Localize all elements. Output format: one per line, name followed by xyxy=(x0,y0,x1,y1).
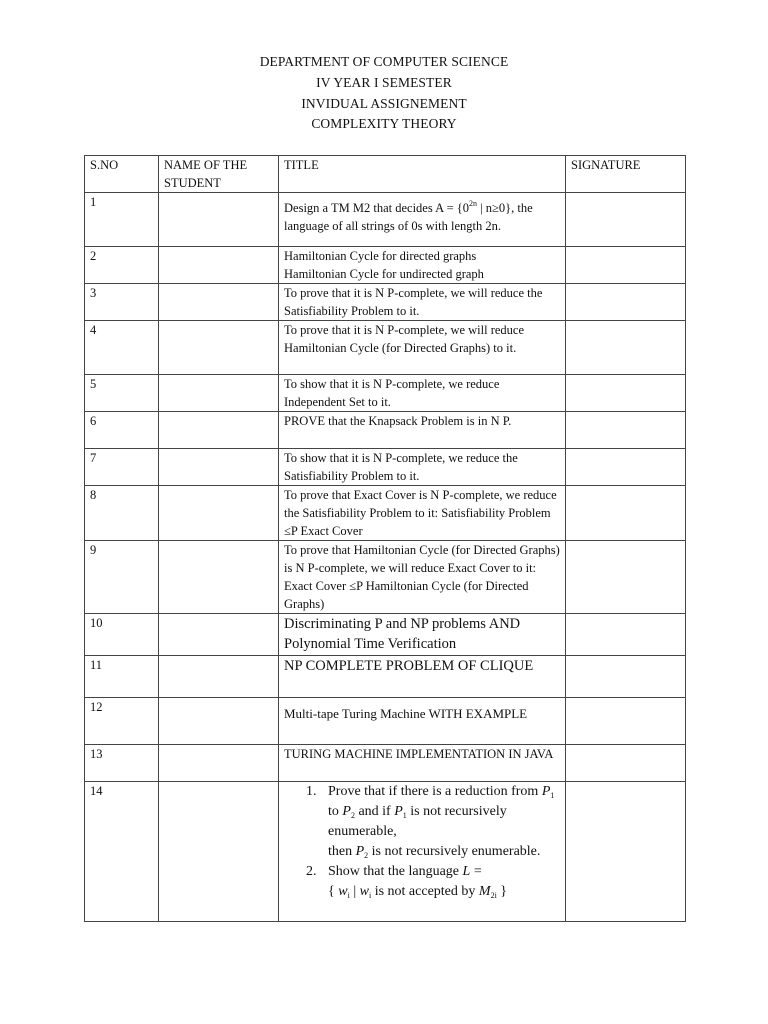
student-name-cell[interactable] xyxy=(159,656,279,698)
student-name-cell[interactable] xyxy=(159,449,279,486)
table-row xyxy=(85,321,686,375)
question-list xyxy=(284,782,561,902)
signature-cell[interactable] xyxy=(566,412,686,449)
row-sno: 1 xyxy=(85,193,159,247)
list-item: 1. Prove that if there is a reduction from $P_1$ to $P_2$ and if $P_1$ is not recursively enumerable, then $P_2$ is not recursively enumerable. xyxy=(306,784,555,860)
row-sno: 11 xyxy=(85,656,159,698)
row-title: NP COMPLETE PROBLEM OF CLIQUE xyxy=(279,656,566,698)
year-semester: IV YEAR I SEMESTER xyxy=(316,74,452,90)
signature-cell[interactable] xyxy=(566,745,686,782)
row-sno: 13 xyxy=(85,745,159,782)
row-title: Hamiltonian Cycle for directed graphs Hamiltonian Cycle for undirected graph xyxy=(279,247,566,284)
signature-cell[interactable] xyxy=(566,321,686,375)
row-sno: 3 xyxy=(85,284,159,321)
table-header-row xyxy=(85,156,686,193)
row-sno: 6 xyxy=(85,412,159,449)
signature-cell[interactable] xyxy=(566,614,686,656)
row-sno: 10 xyxy=(85,614,159,656)
student-name-cell[interactable] xyxy=(159,412,279,449)
row-sno: 4 xyxy=(85,321,159,375)
row-title: To show that it is N P-complete, we reduce the Satisfiability Problem to it. xyxy=(279,449,566,486)
col-header-name: NAME OF THE STUDENT xyxy=(159,156,279,193)
student-name-cell[interactable] xyxy=(159,486,279,541)
row-title: To prove that Hamiltonian Cycle (for Directed Graphs) is N P-complete, we will reduce Exact Cover to it: Exact Cover ≤P Hamiltonian Cycle (for Directed Graphs) xyxy=(279,541,566,614)
student-name-cell[interactable] xyxy=(159,193,279,247)
row-title: PROVE that the Knapsack Problem is in N P. xyxy=(279,412,566,449)
student-name-cell[interactable] xyxy=(159,284,279,321)
student-name-cell[interactable] xyxy=(159,247,279,284)
col-header-signature: SIGNATURE xyxy=(566,156,686,193)
row-title: To prove that it is N P-complete, we will reduce the Satisfiability Problem to it. xyxy=(279,284,566,321)
table-row xyxy=(85,541,686,614)
signature-cell[interactable] xyxy=(566,449,686,486)
assignment-table xyxy=(84,155,686,922)
signature-cell[interactable] xyxy=(566,656,686,698)
col-header-title: TITLE xyxy=(279,156,566,193)
student-name-cell[interactable] xyxy=(159,698,279,745)
department-title: DEPARTMENT OF COMPUTER SCIENCE xyxy=(259,54,509,69)
signature-cell[interactable] xyxy=(566,782,686,922)
table-row xyxy=(85,284,686,321)
student-name-cell[interactable] xyxy=(159,745,279,782)
table-row xyxy=(85,614,686,656)
student-name-cell[interactable] xyxy=(159,321,279,375)
row-title: Discriminating P and NP problems AND Polynomial Time Verification xyxy=(279,614,566,656)
row-title: To prove that Exact Cover is N P-complete, we reduce the Satisfiability Problem to it: Satisfiability Problem ≤P Exact Cover xyxy=(279,486,566,541)
row-title: TURING MACHINE IMPLEMENTATION IN JAVA xyxy=(279,745,566,782)
signature-cell[interactable] xyxy=(566,698,686,745)
table-row xyxy=(85,247,686,284)
row-sno: 9 xyxy=(85,541,159,614)
row-title xyxy=(279,782,566,922)
table-row xyxy=(85,449,686,486)
signature-cell[interactable] xyxy=(566,247,686,284)
row-sno: 2 xyxy=(85,247,159,284)
table-row xyxy=(85,698,686,745)
student-name-cell[interactable] xyxy=(159,375,279,412)
table-row xyxy=(85,782,686,922)
table-row xyxy=(85,412,686,449)
row-title: To show that it is N P-complete, we reduce Independent Set to it. xyxy=(279,375,566,412)
table-row xyxy=(85,656,686,698)
signature-cell[interactable] xyxy=(566,284,686,321)
assignment-type: INVIDUAL ASSIGNEMENT xyxy=(301,95,467,111)
row-title: Multi-tape Turing Machine WITH EXAMPLE xyxy=(279,698,566,745)
student-name-cell[interactable] xyxy=(159,782,279,922)
row-sno: 12 xyxy=(85,698,159,745)
row-sno: 14 xyxy=(85,782,159,922)
signature-cell[interactable] xyxy=(566,375,686,412)
student-name-cell[interactable] xyxy=(159,614,279,656)
signature-cell[interactable] xyxy=(566,541,686,614)
student-name-cell[interactable] xyxy=(159,541,279,614)
signature-cell[interactable] xyxy=(566,486,686,541)
table-row xyxy=(85,375,686,412)
list-item: 2. Show that the language L = { $w_i$ | $w_i$ is not accepted by $M_{2i}$ } xyxy=(306,864,508,900)
row-sno: 7 xyxy=(85,449,159,486)
signature-cell[interactable] xyxy=(566,193,686,247)
document-header xyxy=(0,52,768,135)
table-row xyxy=(85,745,686,782)
row-sno: 8 xyxy=(85,486,159,541)
col-header-sno: S.NO xyxy=(85,156,159,193)
table-row xyxy=(85,486,686,541)
row-title: Design a TM M2 that decides $A = \{0^{2n}$ | n≥0}, the language of all strings of 0s with length 2n. xyxy=(279,193,566,247)
row-sno: 5 xyxy=(85,375,159,412)
course-title: COMPLEXITY THEORY xyxy=(311,116,457,132)
table-row xyxy=(85,193,686,247)
row-title: To prove that it is N P-complete, we will reduce Hamiltonian Cycle (for Directed Graphs) to it. xyxy=(279,321,566,375)
